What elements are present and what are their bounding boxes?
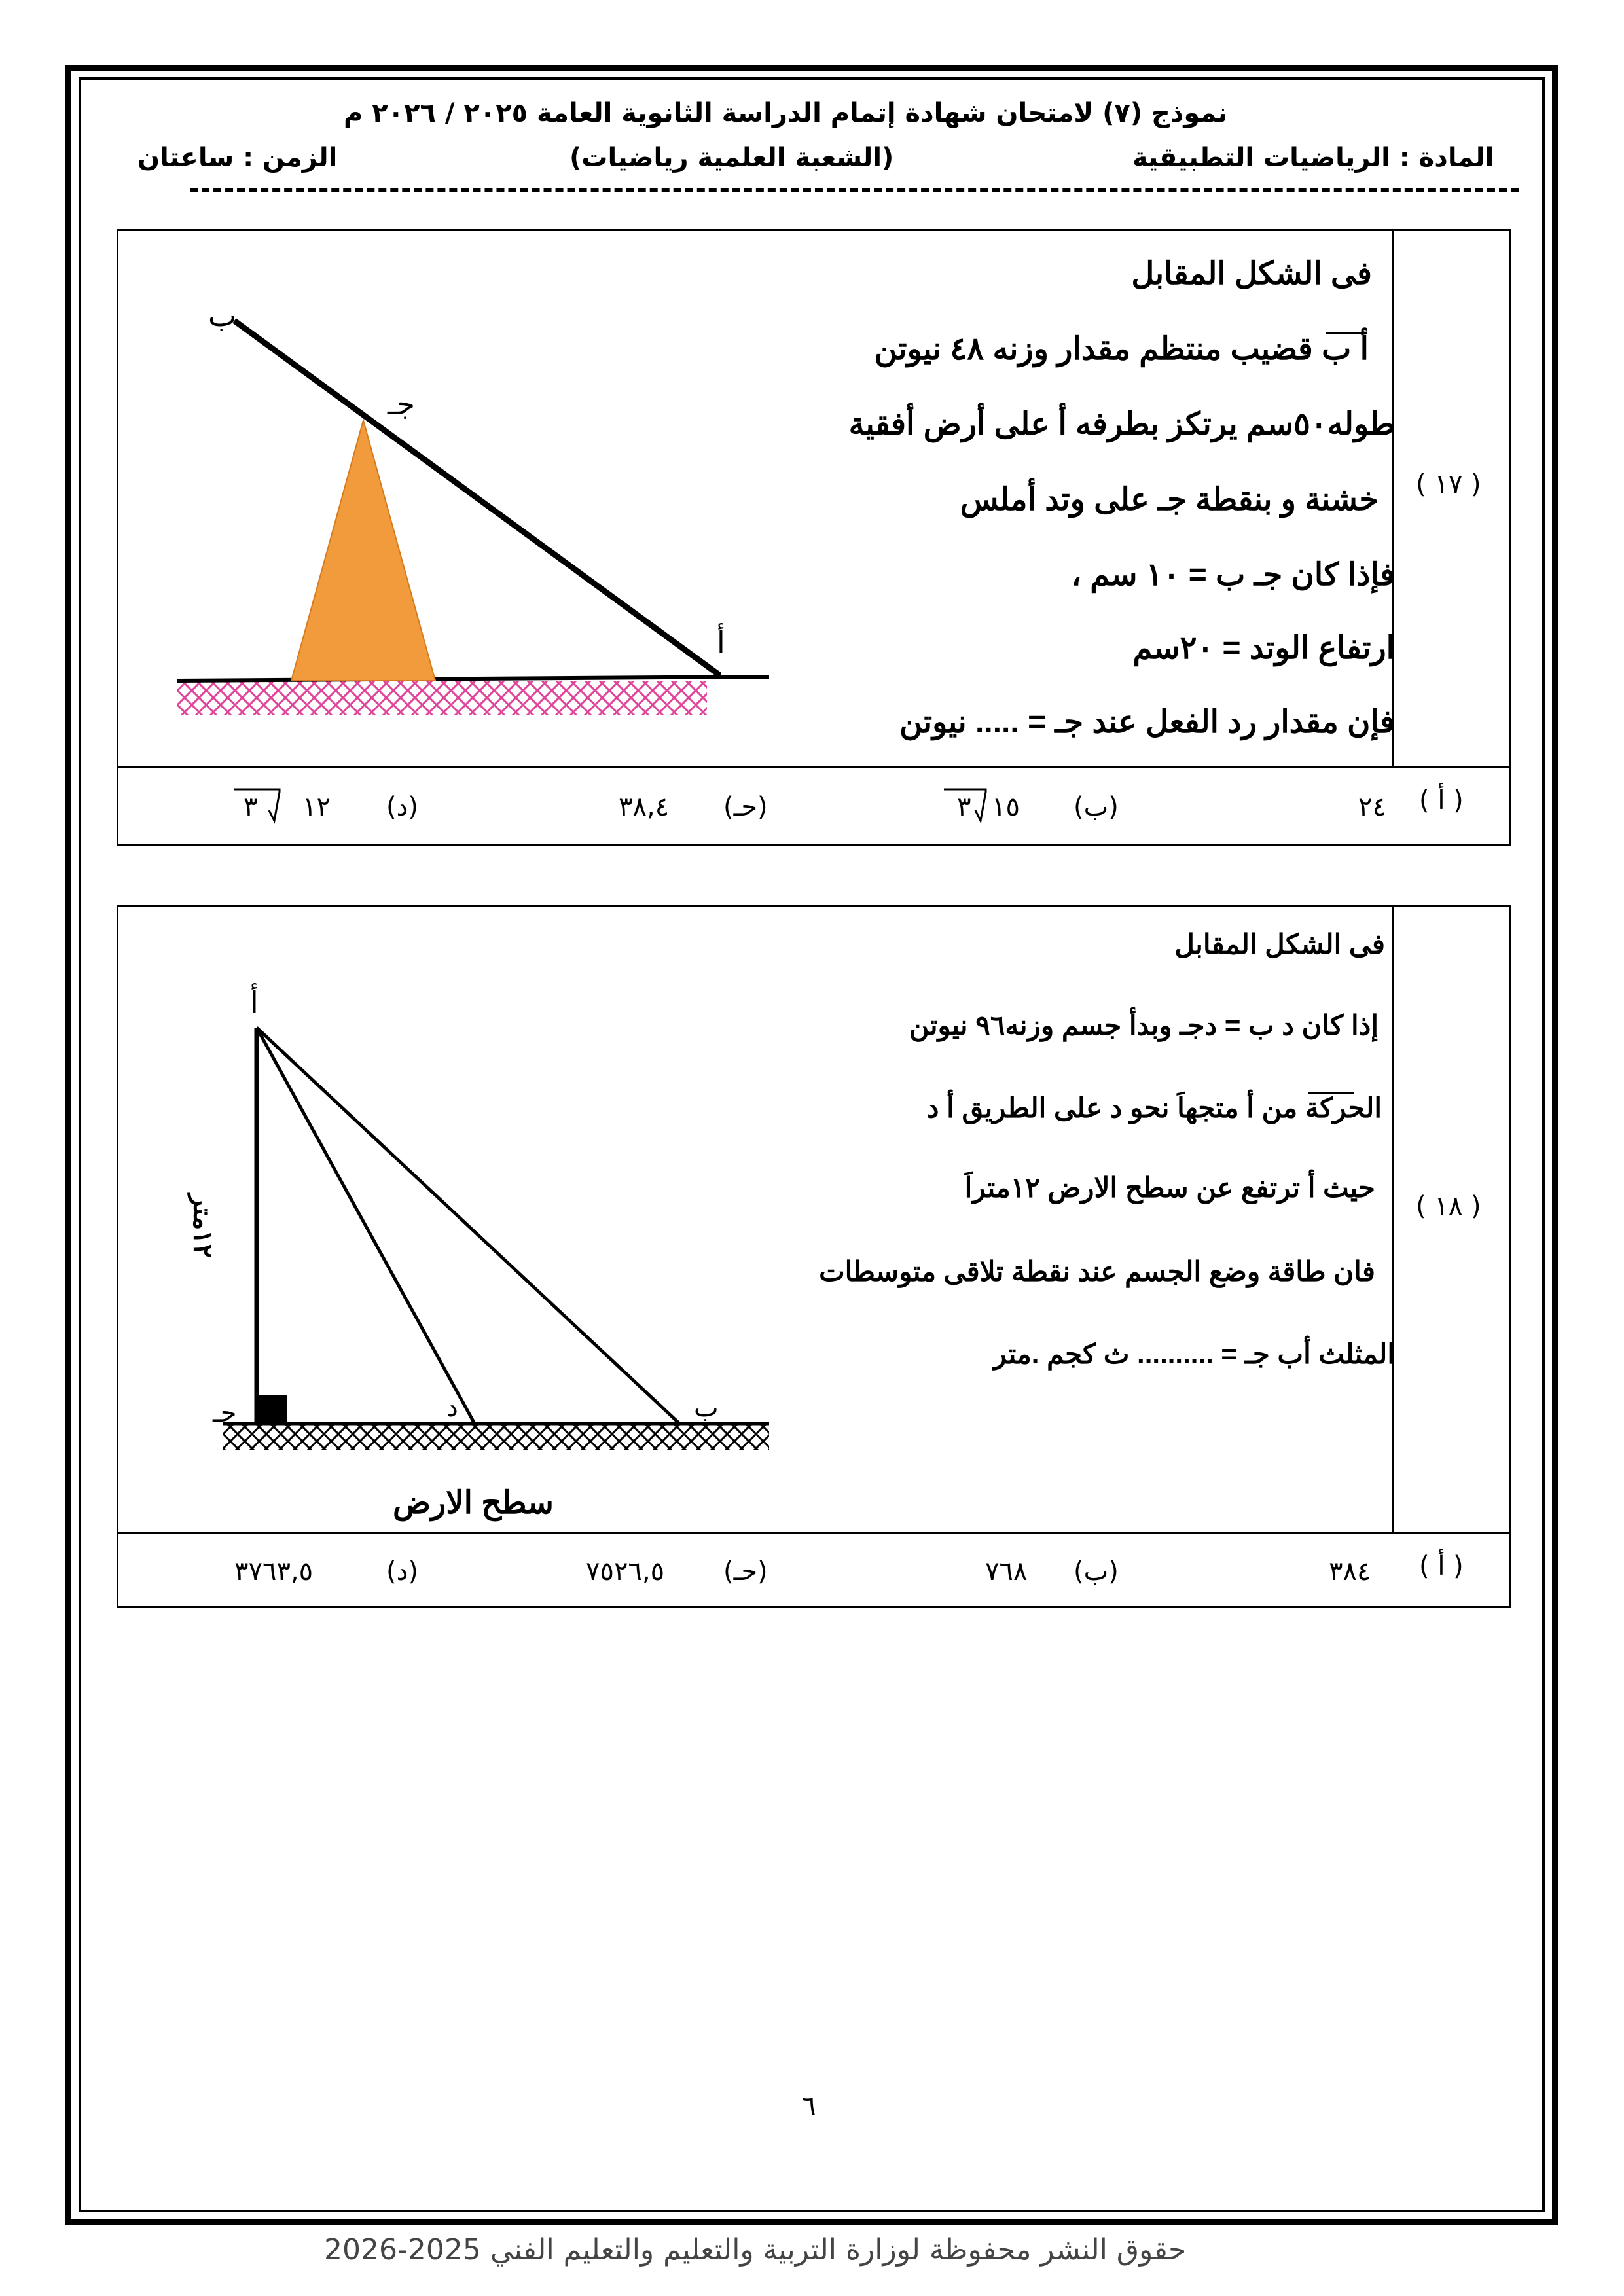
q18-choice-d-letter: (د): [386, 1556, 419, 1587]
q18-line-4: حيث أ ترتفع عن سطح الارض ١٢متراَ: [964, 1172, 1375, 1203]
q17-line-2: أ ب قضيب منتظم مقدار وزنه ٤٨ نيوتن: [874, 332, 1369, 367]
q17-label-a: أ: [717, 625, 725, 660]
q18-right-angle-mark: [258, 1395, 287, 1424]
q17-ground-hatch: [177, 681, 707, 715]
q18-choice-d-value: ٣٧٦٣,٥: [234, 1556, 314, 1587]
q17-choice-d-value: ١٢: [302, 792, 331, 822]
q18-height-label: ١٢متر: [188, 1193, 217, 1259]
copyright-footer: حقوق النشر محفوظة لوزارة التربية والتعليم والتعليم الفني 2025-2026: [324, 2233, 1187, 2267]
q17-line-7: فإن مقدار رد الفعل عند جـ = ..... نيوتن: [899, 705, 1395, 740]
q17-line-3: طوله٥٠سم يرتكز بطرفه أ على أرض أفقية: [848, 407, 1395, 442]
q18-ground-label: سطح الارض: [393, 1486, 554, 1520]
q18-label-a: أ: [250, 985, 259, 1020]
q17-line-6: ارتفاع الوتد = ٢٠سم: [1132, 631, 1395, 666]
q17-choice-d-letter: (د): [386, 792, 419, 822]
q17-choice-a-letter: ( أ ): [1419, 785, 1464, 816]
q18-choice-b-value: ٧٦٨: [985, 1556, 1028, 1587]
q17-figure: [170, 295, 772, 726]
time-label: الزمن : ساعتان: [137, 143, 338, 173]
q17-choice-a-value: ٢٤: [1358, 792, 1386, 822]
question-17-number: ( ١٧ ): [1416, 469, 1481, 499]
q18-line-2: إذا كان د ب = دجـ وبدأ جسم وزنه٩٦ نيوتن: [909, 1010, 1379, 1041]
q18-choice-c-value: ٧٥٢٦,٥: [586, 1556, 665, 1587]
q18-line-3: الحركة من أ متجهاَ نحو د على الطريق أ د: [926, 1092, 1382, 1123]
q18-label-b: ب: [694, 1393, 719, 1423]
branch-label: (الشعبة العلمية رياضيات): [569, 143, 894, 173]
q17-choice-c-value: ٣٨,٤: [619, 792, 670, 822]
q18-line-ab: [257, 1028, 679, 1424]
subject-label: المادة : الرياضيات التطبيقية: [1132, 143, 1494, 173]
q17-choice-d-radical-sign: [232, 788, 291, 822]
q17-label-b: ب: [208, 298, 237, 333]
q18-line-5: فان طاقة وضع الجسم عند نقطة تلاقى متوسطات: [819, 1256, 1375, 1287]
q18-line-6: المثلث أب جـ = .......... ث كجم .متر: [993, 1338, 1395, 1369]
question-18-number: ( ١٨ ): [1416, 1191, 1481, 1221]
q17-choice-b-radical: ٣: [957, 792, 971, 822]
q18-line-ad: [257, 1028, 475, 1424]
header-divider: [190, 188, 1519, 192]
q18-choice-b-letter: (ب): [1074, 1556, 1119, 1587]
q18-choice-c-letter: (حـ): [723, 1556, 768, 1587]
q18-choice-a-letter: ( أ ): [1419, 1551, 1464, 1581]
q18-label-c: جـ: [213, 1398, 237, 1428]
page-number: ٦: [802, 2091, 816, 2121]
q18-segment-overline: [1308, 1092, 1354, 1094]
q17-segment-overline: [1326, 332, 1366, 334]
question-17-choices-divider: [117, 766, 1511, 768]
q17-label-c: جـ: [388, 386, 415, 422]
exam-title: نموذج (٧) لامتحان شهادة إتمام الدراسة الثانوية العامة ٢٠٢٥ / ٢٠٢٦ م: [344, 98, 1228, 128]
question-17-number-divider: [1392, 229, 1394, 766]
q17-choice-b-value: ١٥: [992, 792, 1020, 822]
q17-choice-c-letter: (حـ): [723, 792, 768, 822]
q18-label-d: د: [446, 1393, 458, 1423]
q18-choice-a-value: ٣٨٤: [1329, 1556, 1371, 1587]
question-18-number-divider: [1392, 905, 1394, 1532]
q17-choice-d-radical: ٣: [244, 792, 258, 822]
q17-line-4: خشنة و بنقطة جـ على وتد أملس: [960, 482, 1379, 517]
q17-choice-b-radical-sign: [943, 788, 995, 822]
q17-choice-b-letter: (ب): [1074, 792, 1119, 822]
q17-line-5: فإذا كان جـ ب = ١٠ سم ،: [1071, 558, 1395, 592]
q17-line-1: فى الشكل المقابل: [1131, 257, 1372, 291]
q18-ground-hatch: [223, 1424, 769, 1450]
q18-line-1: فى الشكل المقابل: [1174, 929, 1385, 960]
question-18-choices-divider: [117, 1532, 1511, 1534]
q17-ground-line: [177, 677, 769, 681]
q17-wedge: [291, 420, 435, 681]
